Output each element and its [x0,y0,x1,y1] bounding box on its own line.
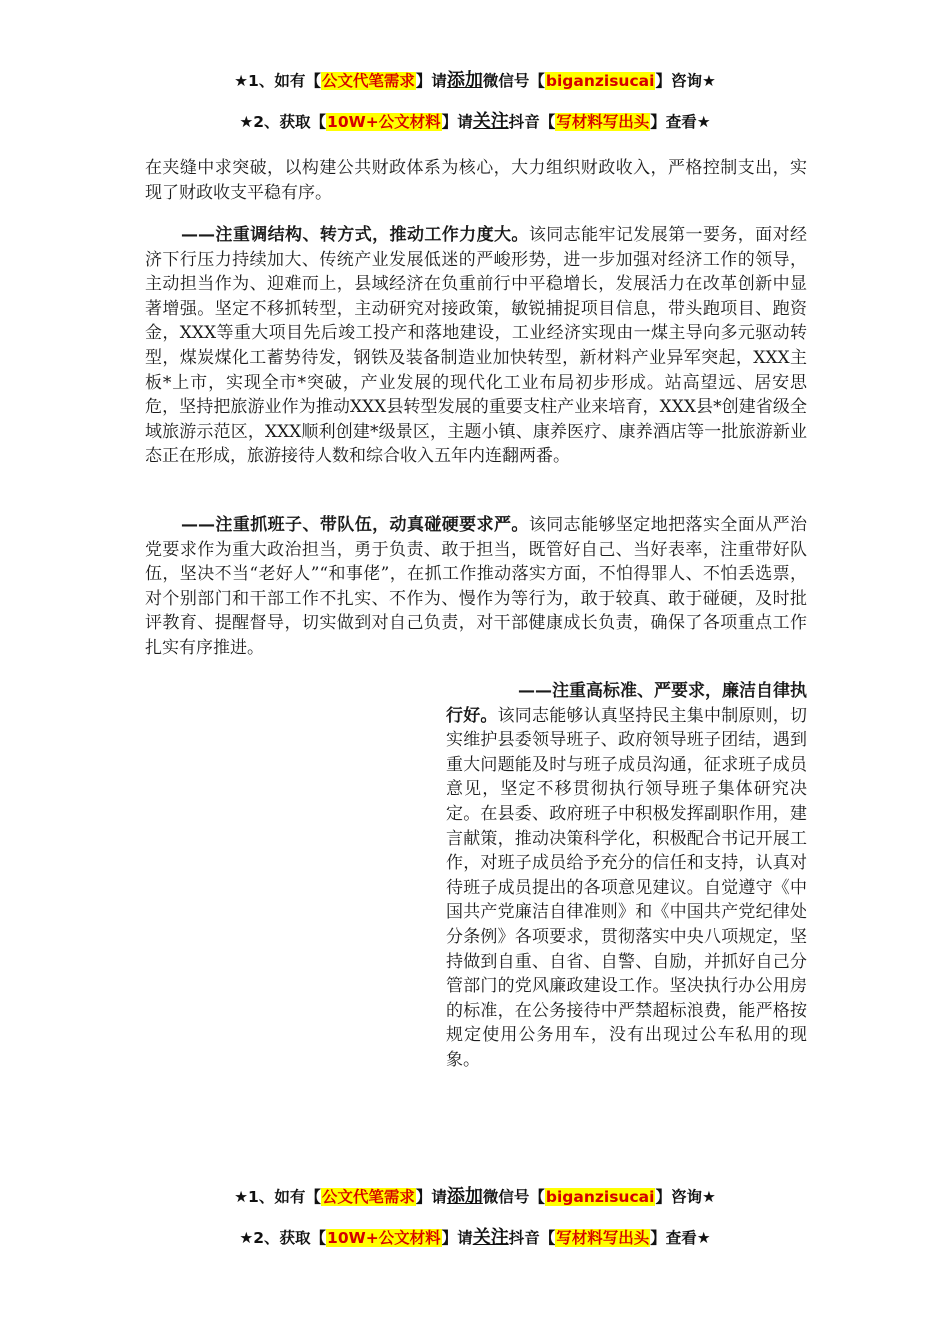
promo-douyin-id: 写材料写出头 [556,113,650,131]
promo-text: ★2、获取【 [239,113,327,131]
promo-emphasis: 关注 [472,1227,509,1248]
paragraph-finance: 在夹缝中求突破，以构建公共财政体系为核心，大力组织财政收入，严格控制支出，实现了财政收支平稳有序。 [145,158,807,203]
promo-text: ★2、获取【 [239,1229,327,1247]
promo-text: 】查看★ [650,1229,711,1247]
promo-emphasis: 添加 [446,1186,483,1207]
paragraph-lead-cont: 行好。 [446,705,498,726]
promo-text: 】查看★ [650,113,711,131]
paragraph-body: 该同志能够认真坚持民主集中制原则，切实维护县委领导班子、政府领导班子团结，遇到重大问题能及时与班子成员沟通，征求班子成员意见，坚定不移贯彻执行领导班子集体研究决定。在县委、政府班子中积极发挥副职作用，建言献策，推动决策科学化，积极配合书记开展工作，对班子成员给予充分的信任和支持，认真对待班子成员提出的各项意见建议。自觉遵守《中国共产党廉洁自律准则》和《中国共产党纪律处分条例》各项要求，贯彻落实中央八项规定，坚持做到自重、自省、自警、自励，并抓好自己分管部门的党风廉政建设工作。坚决执行办公用房的标准，在公务接待中严禁超标浪费，能严格按规定使用公务用车，没有出现过公车私用的现象。 [446,705,808,1070]
promo-highlight: 公文代笔需求 [321,72,415,90]
promo-text: 抖音【 [508,1229,556,1247]
paragraph-lead: ——注重高标准、严要求，廉洁自律执 [518,681,807,701]
promo-text: ★1、如有【 [234,1188,321,1206]
promo-text: 】请 [415,72,447,90]
paragraph-lead: ——注重抓班子、带队伍，动真碰硬要求严。 [181,515,529,535]
promo-emphasis: 添加 [446,70,483,91]
promo-text: 】咨询★ [655,72,716,90]
promo-line-1-top [0,70,950,92]
promo-emphasis: 关注 [472,111,509,132]
paragraph-body-block [446,704,807,1073]
promo-wechat-id: biganzisucai [545,1188,655,1206]
promo-line-1-bottom [0,1186,950,1208]
promo-douyin-id: 写材料写出头 [556,1229,650,1247]
promo-wechat-id: biganzisucai [545,72,655,90]
promo-line-2-top [0,111,950,133]
promo-text: 微信号【 [482,72,545,90]
promo-text: 抖音【 [508,113,556,131]
promo-text: 】请 [441,1229,473,1247]
promo-text: 】请 [441,113,473,131]
promo-text: 】咨询★ [655,1188,716,1206]
paragraph-team-building [145,513,807,661]
promo-line-2-bottom [0,1227,950,1249]
paragraph-structure-adjustment [145,223,807,469]
paragraph-body: 该同志能牢记发展第一要务，面对经济下行压力持续加大、传统产业发展低迷的严峻形势，进一步加强对经济工作的领导，主动担当作为、迎难而上，县域经济在负重前行中平稳增长，发展活力在改革创新中显著增强。坚定不移抓转型，主动研究对接政策，敏锐捕捉项目信息，带头跑项目、跑资金，XXX等重大项目先后竣工投产和落地建设，工业经济实现由一煤主导向多元驱动转型，煤炭煤化工蓄势待发，钢铁及装备制造业加快转型，新材料产业异军突起，XXX主板*上市，实现全市*突破，产业发展的现代化工业布局初步形成。站高望远、居安思危，坚持把旅游业作为推动XXX县转型发展的重要支柱产业来培育，XXX县*创建省级全域旅游示范区，XXX顺利创建*级景区，主题小镇、康养医疗、康养酒店等一批旅游新业态正在形成，旅游接待人数和综合收入五年内连翻两番。 [145,225,808,467]
paragraph-lead: ——注重调结构、转方式，推动工作力度大。 [181,225,529,245]
promo-text: 微信号【 [482,1188,545,1206]
promo-highlight: 10W+公文材料 [327,1229,441,1247]
promo-highlight: 10W+公文材料 [327,113,441,131]
promo-text: ★1、如有【 [234,72,321,90]
paragraph-body: 该同志能够坚定地把落实全面从严治党要求作为重大政治担当，勇于负责、敢于担当，既管好自己、当好表率，注重带好队伍，坚决不当“老好人”“和事佬”，在抓工作推动落实方面，不怕得罪人、不怕丢选票，对个别部门和干部工作不扎实、不作为、慢作为等行为，敢于较真、敢于碰硬，及时批评教育、提醒督导，切实做到对自己负责，对干部健康成长负责，确保了各项重点工作扎实有序推进。 [145,515,808,658]
promo-text: 】请 [415,1188,447,1206]
promo-highlight: 公文代笔需求 [321,1188,415,1206]
paragraph-integrity [446,679,807,1073]
